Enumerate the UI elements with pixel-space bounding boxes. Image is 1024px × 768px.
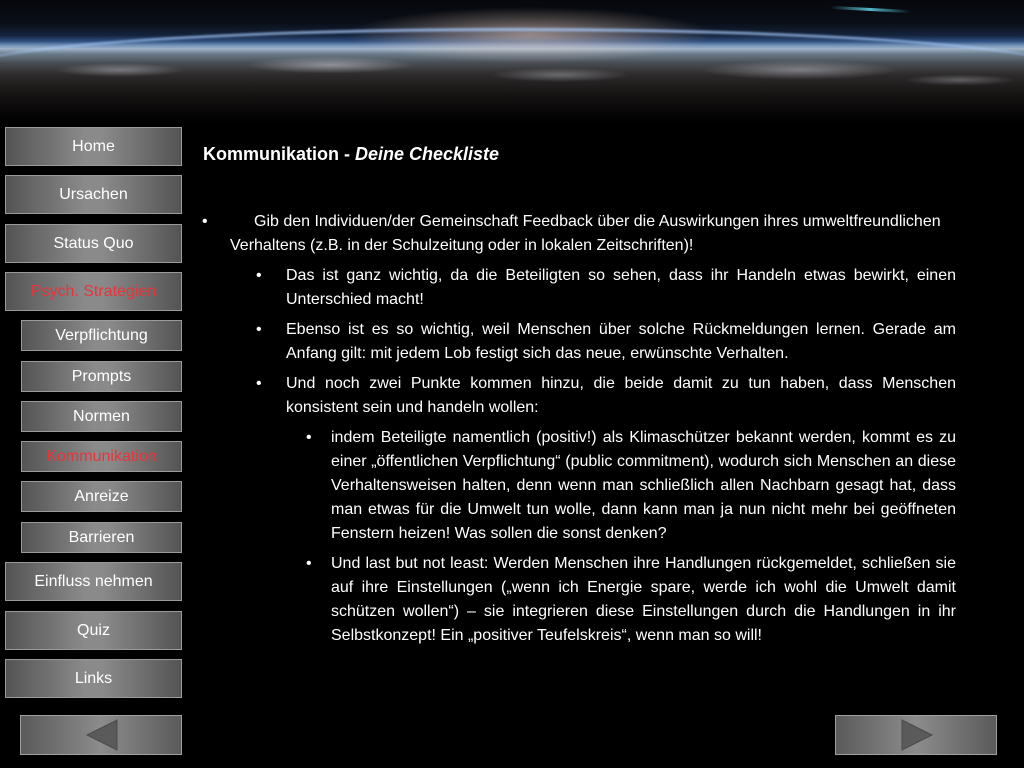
triangle-left-icon [21,716,181,754]
nav-quiz-button[interactable]: Quiz [5,611,182,650]
nav-verpflichtung-button[interactable]: Verpflichtung [21,320,182,351]
list-item [200,552,956,648]
bullet: • [256,375,262,392]
bullet: • [256,321,262,338]
earth-clouds [0,50,1024,125]
checklist-content [200,210,956,654]
list-item [200,426,956,546]
list-item [200,372,956,420]
list-item-text: Das ist ganz wichtig, da die Beteiligten so sehen, dass ihr Handeln etwas bewirkt, einen Unterschied macht! [286,267,956,308]
bullet: • [306,555,312,572]
page-title [203,144,499,165]
header-banner [0,0,1024,125]
nav-kommunikation-button[interactable]: Kommunikation [21,441,182,472]
list-item [200,264,956,312]
nav-links-button[interactable]: Links [5,659,182,698]
list-item-text: Und last but not least: Werden Menschen ihre Handlungen rückgemeldet, schließen sie auf ihre Einstellungen („wenn ich Energie spare, werde ich wohl die Umwelt damit schützen wollen“) – sie integrieren diese Einstellungen durch die Handlungen in ihr Selbstkonzept! Ein „positiver Teufelskreis“, wenn man so will! [331,555,956,644]
nav-einfluss-nehmen-button[interactable]: Einfluss nehmen [5,562,182,601]
list-item [200,318,956,366]
bullet: • [306,429,312,446]
prev-page-button[interactable] [20,715,182,755]
list-item-text: indem Beteiligte namentlich (positiv!) als Klimaschützer bekannt werden, kommt es zu einer „öffentlichen Verpflichtung“ (public commitment), wodurch sich Menschen an diese Verhaltensweisen halten, denn wenn man schließlich allen Nachbarn gesagt hat, dass man etwas für die Umwelt tun wolle, dann kann man ja nun nicht mehr bei geöffneten Fenstern heizen! Was sollen die sonst denken? [331,429,956,542]
nav-home-button[interactable]: Home [5,127,182,166]
nav-normen-button[interactable]: Normen [21,401,182,432]
nav-status-quo-button[interactable]: Status Quo [5,224,182,263]
next-page-button[interactable] [835,715,997,755]
list-item-text: Ebenso ist es so wichtig, weil Menschen über solche Rückmeldungen lernen. Gerade am Anfang gilt: mit jedem Lob festigt sich das neue, erwünschte Verhalten. [286,321,956,362]
nav-prompts-button[interactable]: Prompts [21,361,182,392]
list-item [200,210,956,258]
list-item-text: Und noch zwei Punkte kommen hinzu, die beide damit zu tun haben, dass Menschen konsistent sein und handeln wollen: [286,375,956,416]
bullet: • [256,267,262,284]
nav-psych-strategien-button[interactable]: Psych. Strategien [5,272,182,311]
triangle-right-icon [836,716,996,754]
nav-anreize-button[interactable]: Anreize [21,481,182,512]
page-title-emphasis: Deine Checkliste [355,144,500,164]
light-streak [830,6,910,13]
nav-ursachen-button[interactable]: Ursachen [5,175,182,214]
nav-barrieren-button[interactable]: Barrieren [21,522,182,553]
bullet: • [202,213,208,230]
list-item-text: Gib den Individuen/der Gemeinschaft Feedback über die Auswirkungen ihres umweltfreundlichen Verhaltens (z.B. in der Schulzeitung oder in lokalen Zeitschriften)! [230,213,941,254]
page-title-main: Kommunikation - [203,144,355,164]
